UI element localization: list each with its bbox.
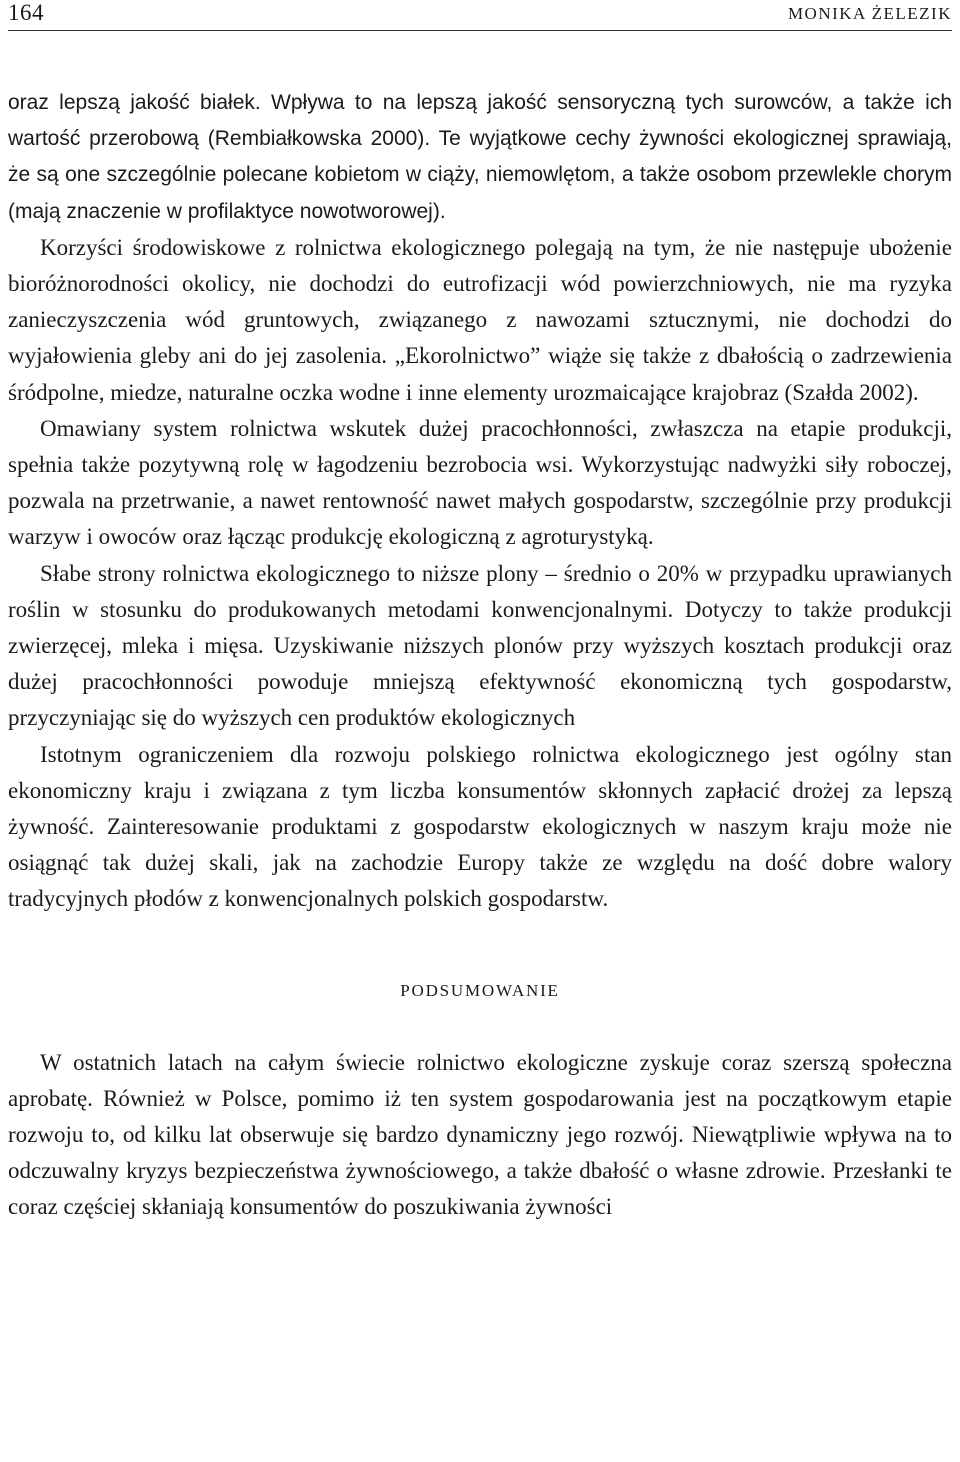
- paragraph-continued: oraz lepszą jakość białek. Wpływa to na lepszą jakość sensoryczną tych surowców, a także ich wartość przerobową (Rembiałkowska 2000). Te wyjątkowe cechy żywności ekologicznej sprawiają, że są one szczególnie polecane kobietom w ciąży, niemowlętom, a także osobom przewlekle chorym (mają znaczenie w profilaktyce nowotworowej).: [8, 91, 952, 223]
- page-number: 164: [8, 0, 44, 25]
- paragraph-summary: W ostatnich latach na całym świecie rolnictwo ekologiczne zyskuje coraz szerszą społeczna aprobatę. Również w Polsce, pomimo iż ten system gospodarowania jest na początkowym etapie rozwoju to, od kilku lat obserwuje się bardzo dynamiczny jego rozwój. Niewątpliwie wpływa na to odczuwalny kryzys bezpieczeństwa żywnościowego, a także dbałość o własne zdrowie. Przesłanki te coraz częściej skłaniają konsumentów do poszukiwania żywności: [8, 1049, 952, 1220]
- paragraph-weaknesses: Słabe strony rolnictwa ekologicznego to niższe plony – średnio o 20% w przypadku uprawianych roślin w stosunku do produkowanych metodami konwencjonalnymi. Dotyczy to także produkcji zwierzęcej, mleka i mięsa. Uzyskiwanie niższych plonów przy wyższych kosztach produkcji oraz dużej pracochłonności powoduje mniejszą efektywność ekonomiczną tych gospodarstw, przyczyniając się do wyższych cen produktów ekologicznych: [8, 560, 952, 731]
- paragraph-limitations: Istotnym ograniczeniem dla rozwoju polskiego rolnictwa ekologicznego jest ogólny stan ekonomiczny kraju i związana z tym liczba konsumentów skłonnych zapłacić drożej za lepszą żywność. Zainteresowanie produktami z gospodarstw ekologicznych w naszym kraju może nie osiągnąć tak dużej skali, jak na zachodzie Europy także ze względu na dość dobre walory tradycyjnych płodów z konwencjonalnych polskich gospodarstw.: [8, 741, 952, 912]
- book-page: [8, 0, 952, 1226]
- paragraph-environmental-benefits: Korzyści środowiskowe z rolnictwa ekologicznego polegają na tym, że nie następuje ubożenie bioróżnorodności okolicy, nie dochodzi do eutrofizacji wód powierzchniowych, nie ma ryzyka zanieczyszczenia wód gruntowych, związanego z nawozami sztucznymi, nie dochodzi do wyjałowienia gleby ani do jej zasolenia. „Ekorolnictwo” wiąże się także z dbałością o zadrzewienia śródpolne, miedze, naturalne oczka wodne i inne elementy urozmaicające krajobraz (Szałda 2002).: [8, 234, 952, 405]
- body-text: [8, 85, 952, 918]
- running-head-author: MONIKA ŻELEZIK: [787, 4, 952, 23]
- running-head: [8, 0, 952, 31]
- paragraph-labor: Omawiany system rolnictwa wskutek dużej pracochłonności, zwłaszcza na etapie produkcji, spełnia także pozytywną rolę w łagodzeniu bezrobocia wsi. Wykorzystując nadwyżki siły roboczej, pozwala na przetrwanie, a nawet rentowność nawet małych gospodarstw, szczególnie przy produkcji warzyw i owoców oraz łącząc produkcję ekologiczną z agroturystyką.: [8, 415, 952, 550]
- section-heading: PODSUMOWANIE: [400, 980, 560, 1000]
- summary-text: [8, 1045, 952, 1226]
